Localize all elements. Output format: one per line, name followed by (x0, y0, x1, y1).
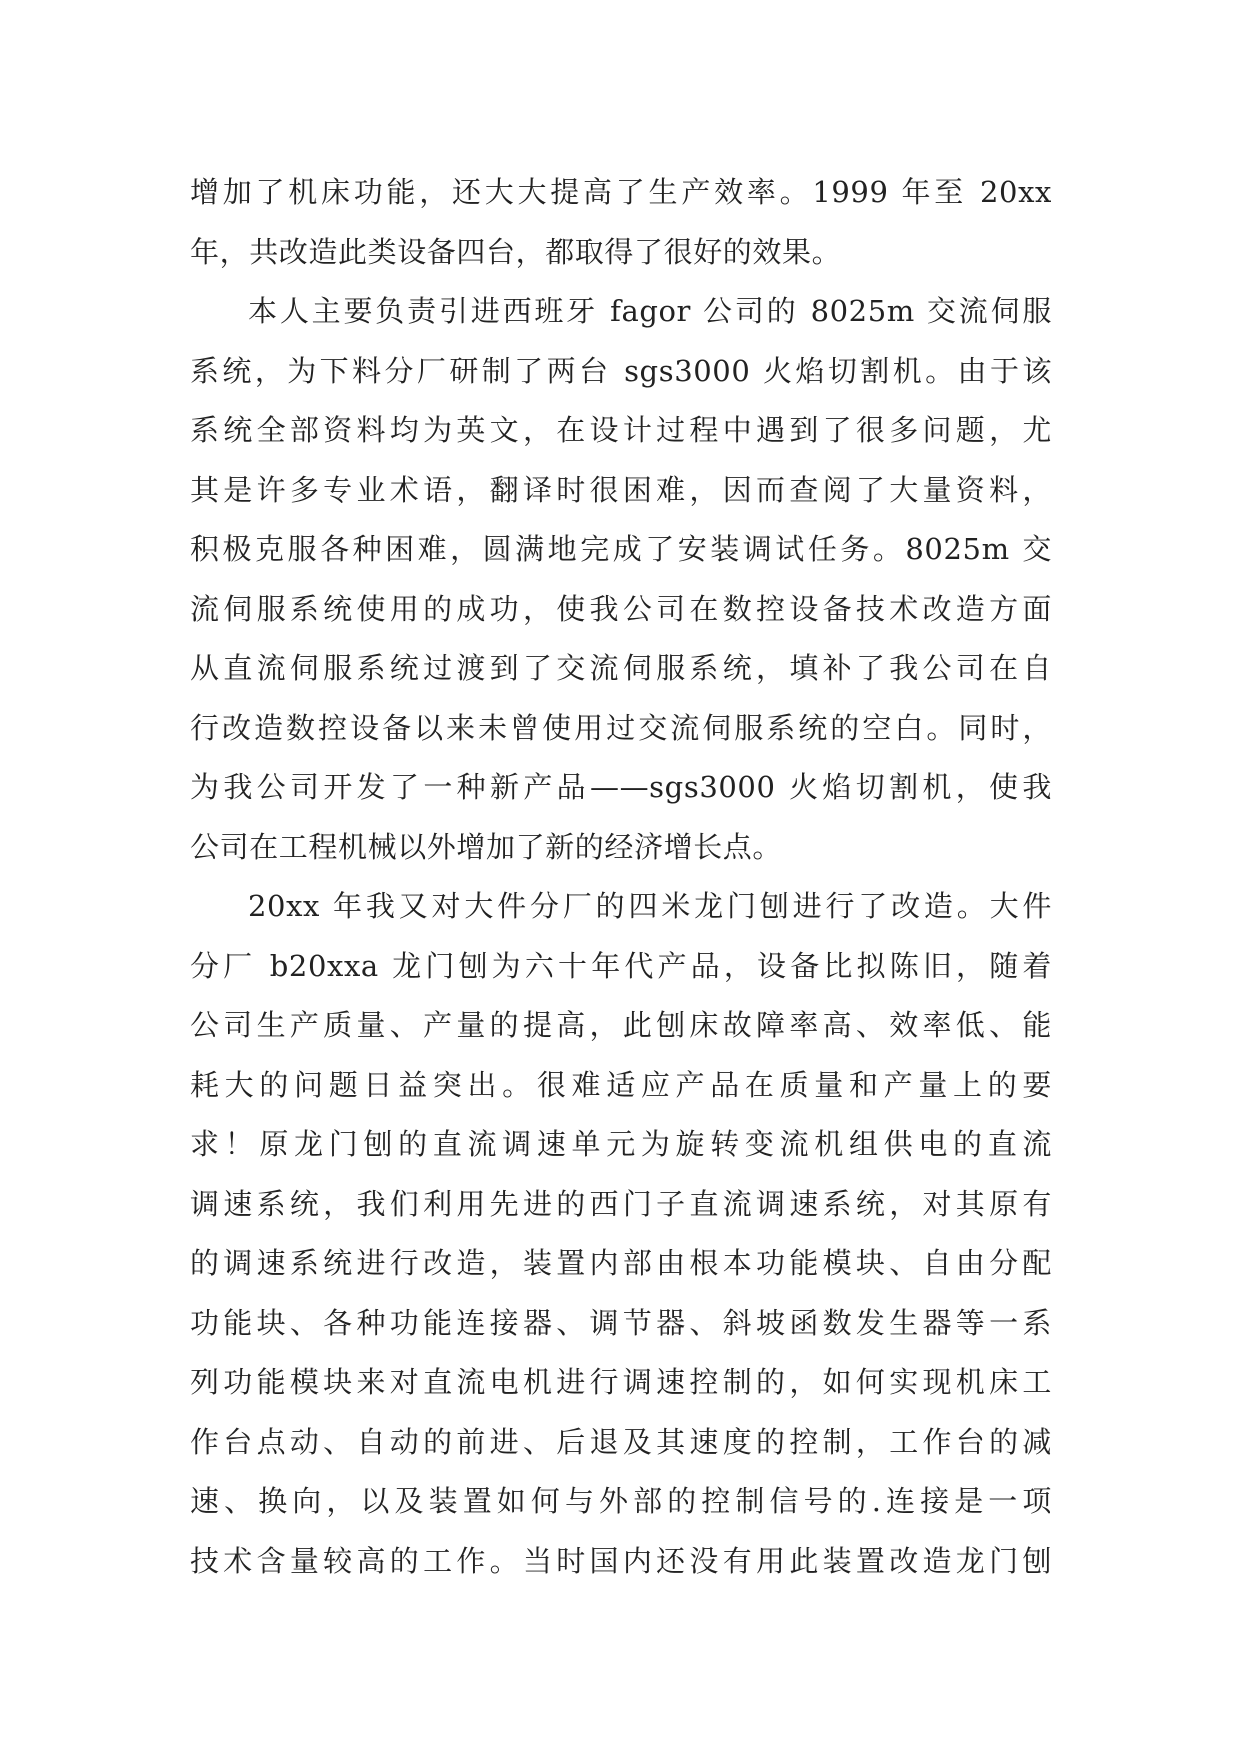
text-line: 积极克服各种困难，圆满地完成了安装调试任务。8025m 交 (190, 532, 1052, 566)
text-line: 本人主要负责引进西班牙 fagor 公司的 8025m 交流伺服 (248, 294, 1052, 328)
text-line: 增加了机床功能，还大大提高了生产效率。1999 年至 20xx (190, 175, 1052, 209)
text-line: 其是许多专业术语，翻译时很困难，因而查阅了大量资料， (190, 472, 1052, 507)
text-line: 为我公司开发了一种新产品——sgs3000 火焰切割机，使我 (190, 770, 1052, 804)
text-line: 作台点动、自动的前进、后退及其速度的控制，工作台的减 (190, 1424, 1052, 1459)
text-line: 流伺服系统使用的成功，使我公司在数控设备技术改造方面 (190, 591, 1052, 626)
text-line: 公司生产质量、产量的提高，此刨床故障率高、效率低、能 (190, 1008, 1052, 1042)
text-line: 耗大的问题日益突出。很难适应产品在质量和产量上的要 (190, 1067, 1052, 1102)
text-line: 公司在工程机械以外增加了新的经济增长点。 (190, 829, 783, 864)
text-line: 系统全部资料均为英文，在设计过程中遇到了很多问题，尤 (190, 413, 1052, 447)
text-line: 20xx 年我又对大件分厂的四米龙门刨进行了改造。大件 (248, 889, 1052, 923)
text-line: 调速系统，我们利用先进的西门子直流调速系统，对其原有 (190, 1186, 1052, 1221)
text-line: 技术含量较高的工作。当时国内还没有用此装置改造龙门刨 (190, 1543, 1052, 1578)
text-line: 求！原龙门刨的直流调速单元为旋转变流机组供电的直流 (190, 1127, 1052, 1161)
text-line: 年，共改造此类设备四台，都取得了很好的效果。 (190, 234, 842, 269)
text-line: 的调速系统进行改造，装置内部由根本功能模块、自由分配 (190, 1246, 1052, 1280)
text-line: 列功能模块来对直流电机进行调速控制的，如何实现机床工 (190, 1365, 1052, 1399)
text-line: 从直流伺服系统过渡到了交流伺服系统，填补了我公司在自 (190, 651, 1052, 685)
body-text (190, 163, 1052, 1591)
text-line: 速、换向，以及装置如何与外部的控制信号的.连接是一项 (190, 1484, 1052, 1518)
text-line: 分厂 b20xxa 龙门刨为六十年代产品，设备比拟陈旧，随着 (190, 948, 1052, 983)
text-line: 行改造数控设备以来未曾使用过交流伺服系统的空白。同时， (190, 710, 1052, 745)
text-line: 系统，为下料分厂研制了两台 sgs3000 火焰切割机。由于该 (190, 353, 1052, 388)
text-line: 功能块、各种功能连接器、调节器、斜坡函数发生器等一系 (190, 1305, 1052, 1340)
